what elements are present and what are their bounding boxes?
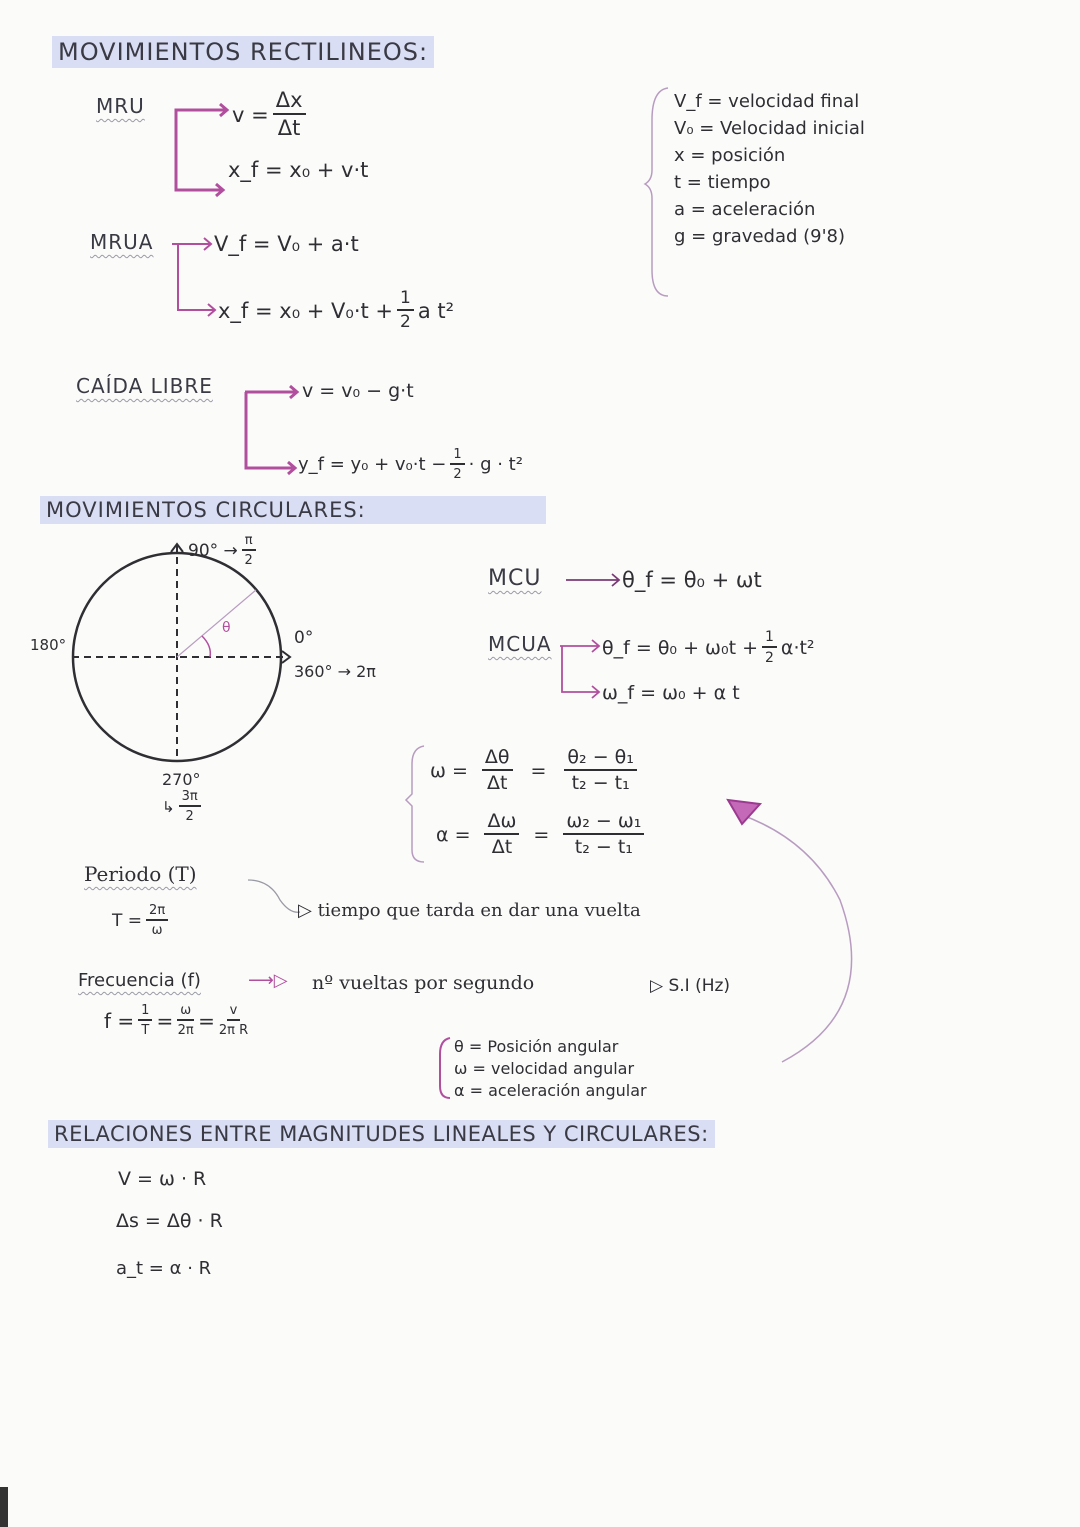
periodo-label: Periodo (T) — [84, 862, 197, 886]
mru-position-formula: x_f = x₀ + v·t — [228, 158, 369, 182]
mcua-velocity-formula: ω_f = ω₀ + α t — [602, 682, 740, 704]
theta-angle-label: θ — [222, 620, 231, 636]
alpha-eq: = — [533, 823, 550, 846]
legend-item: g = gravedad (9'8) — [674, 226, 846, 247]
mrua-pos-num: 1 — [397, 290, 414, 311]
label-90-den: 2 — [244, 553, 253, 568]
legend-item: V₀ = Velocidad inicial — [674, 118, 865, 139]
mcua-pos-a: θ_f = θ₀ + ω₀t + — [602, 636, 758, 659]
caida-pos-den: 2 — [453, 467, 462, 482]
frecuencia-formula — [104, 1004, 252, 1037]
mrua-pos-b: a t² — [417, 298, 455, 323]
periodo-description: ▷ tiempo que tarda en dar una vuelta — [298, 900, 641, 921]
periodo-num: 2π — [146, 904, 168, 921]
frecuencia-label: Frecuencia (f) — [78, 970, 201, 991]
page-edge-shadow — [0, 1487, 8, 1527]
section-title-circulares: MOVIMIENTOS CIRCULARES: — [40, 496, 546, 524]
frec-d3: 2π R — [218, 1023, 249, 1038]
caida-libre-label: CAÍDA LIBRE — [76, 374, 213, 398]
mrua-pos-den: 2 — [400, 312, 411, 332]
frec-lhs: f = — [104, 1008, 135, 1033]
frec-n2: ω — [177, 1004, 194, 1021]
relacion-aceleracion: a_t = α · R — [116, 1258, 212, 1279]
frecuencia-description: nº vueltas por segundo — [312, 972, 535, 994]
arrow-icon: ⟶▷ — [248, 970, 288, 991]
legend-item: t = tiempo — [674, 172, 771, 193]
relacion-arco: Δs = Δθ · R — [116, 1210, 223, 1232]
legend-item: a = aceleración — [674, 199, 816, 220]
periodo-den: ω — [151, 923, 163, 938]
section-title-rectilineos: MOVIMIENTOS RECTILINEOS: — [52, 36, 434, 68]
alpha-den2: t₂ − t₁ — [574, 836, 633, 858]
mcua-pos-b: α·t² — [780, 636, 815, 659]
label-180deg: 180° — [30, 636, 67, 654]
legend-item: ω = velocidad angular — [454, 1059, 635, 1078]
omega-eq: = — [530, 759, 547, 782]
mrua-label: MRUA — [90, 230, 154, 254]
caida-pos-a: y_f = y₀ + v₀·t − — [298, 454, 447, 475]
mcu-label: MCU — [488, 566, 542, 591]
omega-num1: Δθ — [482, 748, 513, 771]
mrua-velocity-formula: V_f = V₀ + a·t — [214, 232, 359, 256]
omega-den1: Δt — [486, 772, 508, 794]
frec-d1: T — [141, 1023, 150, 1038]
mcua-pos-num: 1 — [762, 630, 777, 648]
label-90-text: 90° → — [188, 540, 238, 561]
caida-velocity-formula: v = v₀ − g·t — [302, 380, 414, 402]
section-title-relaciones: RELACIONES ENTRE MAGNITUDES LINEALES Y CIRCULARES: — [48, 1120, 715, 1148]
mcua-pos-den: 2 — [765, 650, 774, 666]
legend-item: x = posición — [674, 145, 786, 166]
frecuencia-si-unit: ▷ S.I (Hz) — [650, 976, 731, 996]
label-360deg: 360° → 2π — [294, 662, 376, 681]
omega-formula — [430, 748, 641, 793]
label-90deg — [188, 534, 260, 567]
frec-eq1: = — [156, 1008, 174, 1033]
label-3pi-den: 2 — [185, 809, 194, 824]
legend-item: θ = Posición angular — [454, 1037, 619, 1056]
caida-pos-b: · g · t² — [468, 454, 523, 475]
mru-v-den: Δt — [277, 116, 301, 140]
frec-n1: 1 — [138, 1004, 152, 1021]
frec-eq2: = — [198, 1008, 215, 1033]
caida-pos-num: 1 — [450, 448, 464, 465]
label-3pi-num: 3π — [179, 790, 201, 807]
periodo-lhs: T = — [112, 910, 143, 931]
label-3pi-2 — [162, 790, 205, 823]
legend-angular — [454, 1036, 647, 1102]
relacion-velocidad: V = ω · R — [118, 1168, 207, 1190]
label-90-num: π — [242, 534, 256, 551]
omega-lhs: ω = — [430, 759, 468, 782]
mcua-label: MCUA — [488, 632, 552, 656]
periodo-formula — [112, 904, 172, 937]
label-270deg: 270° — [162, 770, 201, 789]
frec-d2: 2π — [177, 1023, 194, 1038]
alpha-den1: Δt — [491, 836, 513, 858]
mru-v-lhs: v = — [232, 102, 269, 127]
mrua-pos-a: x_f = x₀ + V₀·t + — [218, 298, 394, 323]
arrow-icon: ↳ — [162, 797, 175, 816]
omega-num2: θ₂ − θ₁ — [564, 748, 636, 771]
mcua-position-formula — [602, 630, 815, 665]
label-0deg: 0° — [294, 628, 314, 648]
frec-n3: v — [227, 1004, 241, 1021]
omega-den2: t₂ − t₁ — [571, 772, 630, 794]
alpha-num2: ω₂ − ω₁ — [563, 812, 644, 835]
legend-item: V_f = velocidad final — [674, 91, 860, 112]
mcu-formula: θ_f = θ₀ + ωt — [622, 568, 762, 592]
alpha-lhs: α = — [436, 823, 471, 846]
alpha-formula — [436, 812, 648, 857]
mru-v-num: Δx — [273, 90, 306, 115]
mru-label: MRU — [96, 94, 145, 118]
alpha-num1: Δω — [484, 812, 519, 835]
legend-item: α = aceleración angular — [454, 1081, 647, 1100]
